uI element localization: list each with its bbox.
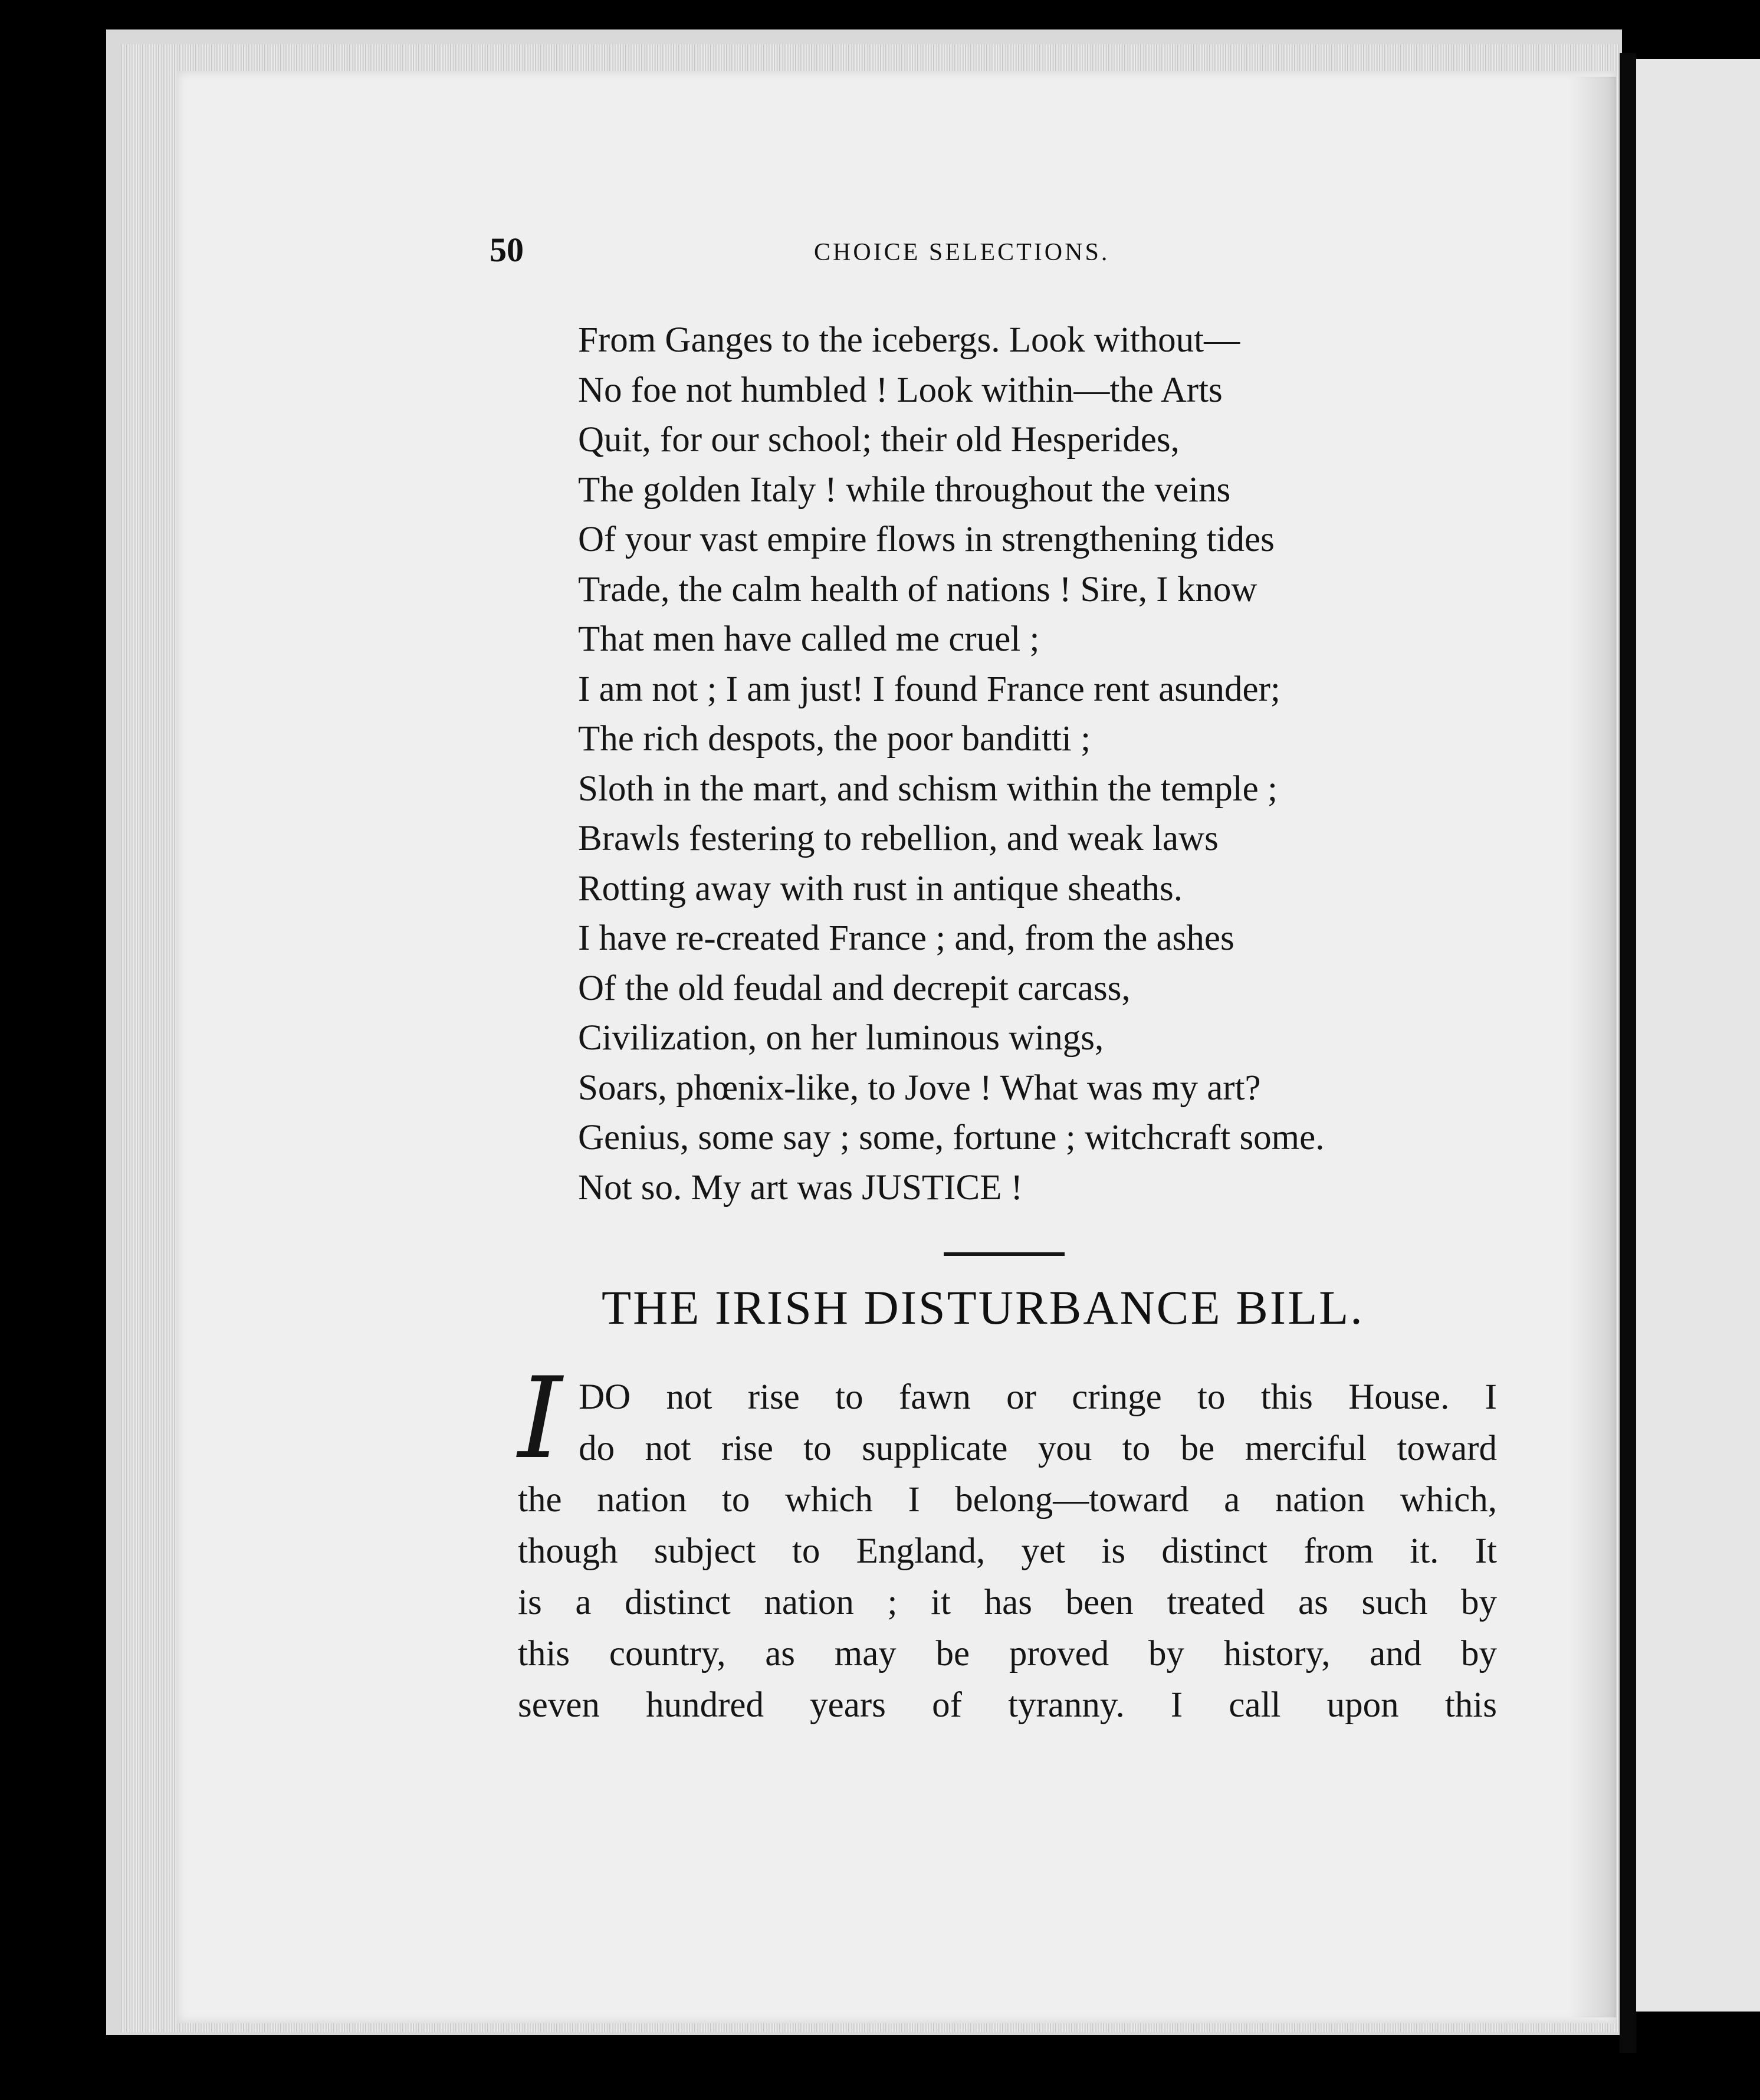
section-divider-rule [944, 1252, 1065, 1256]
section-paragraph [518, 1353, 1497, 1731]
poem-line: That men have called me cruel ; [578, 619, 1040, 659]
gutter-shadow [1569, 77, 1616, 2017]
poem-line: I have re-created France ; and, from the ashes [578, 918, 1234, 958]
paragraph-line: is a distinct nation ; it has been treated as such by [518, 1583, 1497, 1622]
section-title: THE IRISH DISTURBANCE BILL. [602, 1281, 1364, 1334]
poem-line: The golden Italy ! while throughout the veins [578, 470, 1231, 510]
poem-line: The rich despots, the poor banditti ; [578, 719, 1091, 759]
book-spine [1620, 53, 1636, 2053]
running-head: CHOICE SELECTIONS. [814, 239, 1110, 266]
poem-line: Civilization, on her luminous wings, [578, 1018, 1104, 1058]
poem-line: I am not ; I am just! I found France rent asunder; [578, 669, 1280, 709]
poem-line: Soars, phœnix-like, to Jove ! What was my art? [578, 1068, 1261, 1108]
poem-line: Rotting away with rust in antique sheaths. [578, 868, 1183, 908]
drop-cap-letter: I [518, 1353, 563, 1484]
facing-page-edge [1636, 59, 1760, 2012]
poem-line: From Ganges to the icebergs. Look without— [578, 320, 1240, 360]
paragraph-line: do not rise to supplicate you to be merciful toward [579, 1429, 1497, 1468]
paragraph-line: though subject to England, yet is distinct from it. It [518, 1531, 1497, 1571]
poem-line: Of the old feudal and decrepit carcass, [578, 968, 1131, 1008]
paragraph-line: seven hundred years of tyranny. I call upon this [518, 1685, 1497, 1725]
poem-line: Trade, the calm health of nations ! Sire, I know [578, 569, 1257, 609]
poem-block [578, 316, 1522, 1213]
poem-line: Of your vast empire flows in strengthening tides [578, 520, 1275, 559]
poem-line: Brawls festering to rebellion, and weak laws [578, 819, 1219, 858]
poem-line: No foe not humbled ! Look within—the Arts [578, 370, 1223, 410]
paragraph-line: the nation to which I belong—toward a nation which, [518, 1480, 1497, 1520]
poem-line: Quit, for our school; their old Hesperides, [578, 420, 1180, 460]
page-number: 50 [490, 231, 524, 269]
poem-line: Not so. My art was JUSTICE ! [578, 1167, 1023, 1208]
paragraph-line: DO not rise to fawn or cringe to this House. I [579, 1377, 1497, 1417]
poem-line: Genius, some say ; some, fortune ; witchcraft some. [578, 1118, 1325, 1157]
page-header [490, 230, 1610, 283]
paragraph-line: this country, as may be proved by history, and by [518, 1634, 1497, 1674]
poem-line: Sloth in the mart, and schism within the temple ; [578, 769, 1278, 809]
